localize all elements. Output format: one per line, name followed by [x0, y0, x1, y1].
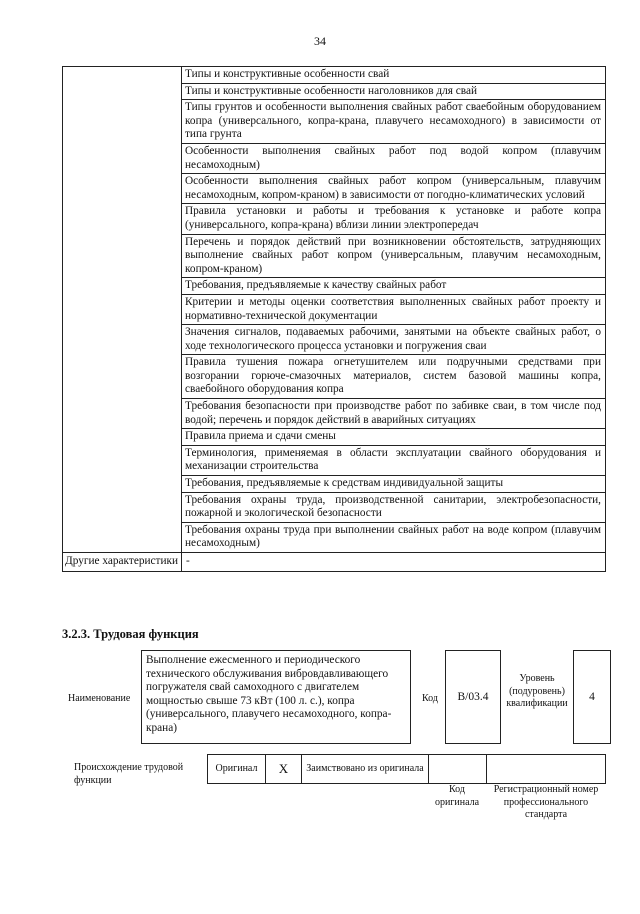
knowledge-item: Требования безопасности при производстве работ по забивке сваи, в том числе под водой; перечень и порядок действий в аварийных ситуациях	[181, 399, 605, 429]
page-number: 34	[314, 34, 326, 48]
knowledge-item: Правила приема и сдачи смены	[181, 429, 605, 446]
function-name: Выполнение ежесменного и периодического технического обслуживания вибровдавливающего погружателя свай самоходного с двигателем мощностью свыше 73 кВт (100 л. с.), копра (универсального, плавучего несамоходного, копра-крана)	[141, 650, 411, 744]
origin-table	[207, 754, 606, 784]
knowledge-item: Типы грунтов и особенности выполнения свайных работ сваебойным оборудованием копра (универсального, копра-крана, плавучего несамоходного) в зависимости от типа грунта	[181, 100, 605, 144]
code-label: Код	[422, 693, 438, 704]
origin-original-cell: Оригинал	[208, 755, 266, 783]
knowledge-item: Типы и конструктивные особенности наголовников для свай	[181, 84, 605, 101]
knowledge-item: Значения сигналов, подаваемых рабочими, занятыми на объекте свайных работ, о ходе технологического процесса установки и погружения сваи	[181, 325, 605, 355]
knowledge-item: Критерии и методы оценки соответствия выполненных свайных работ проекту и нормативно-технической документации	[181, 295, 605, 325]
knowledge-table-label-cell	[63, 67, 182, 552]
code-value: B/03.4	[445, 650, 501, 744]
footer-code-label: Код оригинала	[434, 784, 480, 808]
knowledge-item: Требования охраны труда, производственной санитарии, электробезопасности, пожарной и экологической безопасности	[181, 493, 605, 523]
other-characteristics-label: Другие характеристики	[63, 553, 182, 571]
knowledge-item: Особенности выполнения свайных работ копром (универсальным, плавучим несамоходным, копром-краном) в зависимости от погодно-климатических условий	[181, 174, 605, 204]
origin-code-cell	[429, 755, 487, 783]
knowledge-item: Требования охраны труда при выполнении свайных работ на воде копром (плавучим несамоходным)	[185, 523, 601, 550]
level-label: Уровень (подуровень) квалификации	[506, 673, 568, 709]
knowledge-item: Особенности выполнения свайных работ под водой копром (плавучим несамоходным)	[181, 144, 605, 174]
knowledge-item: Требования, предъявляемые к качеству свайных работ	[181, 278, 605, 295]
knowledge-item: Требования, предъявляемые к средствам индивидуальной защиты	[181, 476, 605, 493]
origin-label: Происхождение трудовой функции	[74, 762, 184, 786]
section-title: 3.2.3. Трудовая функция	[62, 627, 199, 641]
knowledge-table	[62, 66, 606, 553]
origin-reg-cell	[487, 755, 605, 783]
name-label: Наименование	[68, 693, 131, 704]
knowledge-item: Типы и конструктивные особенности свай	[181, 67, 605, 84]
origin-mark-cell: X	[266, 755, 302, 783]
knowledge-item: Терминология, применяемая в области эксплуатации свайного оборудования и механизации строительства	[181, 446, 605, 476]
origin-borrowed-cell: Заимствовано из оригинала	[302, 755, 429, 783]
knowledge-item: Правила установки и работы и требования к установке и работе копра (универсального, копра-крана) вблизи линии электропередач	[181, 204, 605, 234]
level-value: 4	[573, 650, 611, 744]
knowledge-item: Правила тушения пожара огнетушителем или подручными средствами при возгорании горюче-смазочных материалов, систем базовой машины копра, сваебойного оборудования копра	[181, 355, 605, 399]
knowledge-item: Перечень и порядок действий при возникновении обстоятельств, затрудняющих выполнение свайных работ копром (универсальным, плавучим несамоходным, копром-краном)	[181, 235, 605, 279]
other-characteristics-row	[62, 553, 606, 572]
footer-reg-label: Регистрационный номер профессионального стандарта	[493, 784, 599, 820]
other-characteristics-value: -	[186, 555, 190, 567]
knowledge-list	[181, 67, 605, 552]
